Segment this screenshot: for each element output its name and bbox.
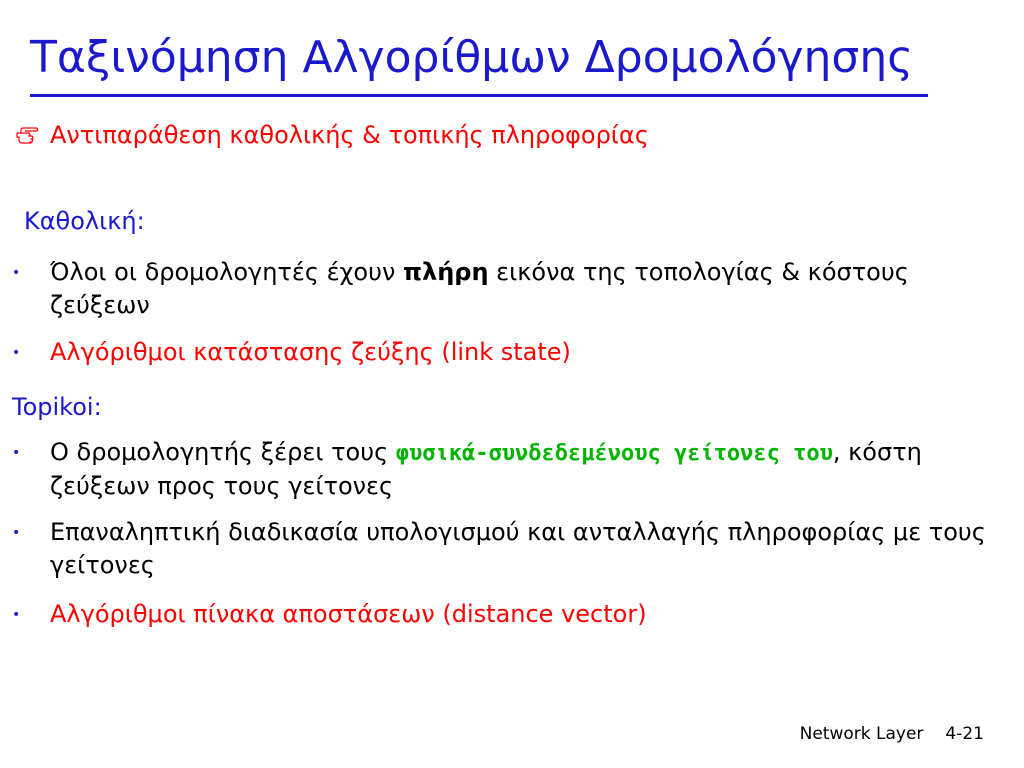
slide-title: Ταξινόμηση Αλγορίθμων Δρομολόγησης — [30, 32, 914, 83]
bullet-text: Αλγόριθμοι πίνακα αποστάσεων (distance vector) — [50, 600, 647, 628]
bold-word: πλήρη — [403, 258, 489, 286]
bullet-dot: • — [12, 345, 21, 361]
bullet-text: Αλγόριθμοι κατάστασης ζεύξης (link state) — [50, 338, 571, 366]
intro-text: Αντιπαράθεση καθολικής & τοπικής πληροφορίας — [50, 121, 649, 149]
bullet-text-part: εικόνα της τοπολογίας & κόστους ζεύξεων — [50, 258, 909, 319]
local-heading: Topikoi: — [12, 393, 102, 421]
list-item — [12, 436, 1002, 503]
bullet-text-part: Όλοι οι δρομολογητές έχουν — [50, 258, 404, 286]
title-underline — [30, 94, 928, 97]
page-number: 4-21 — [945, 724, 984, 744]
global-heading: Καθολική: — [24, 207, 145, 235]
bullet-text — [50, 256, 1002, 322]
list-item — [12, 336, 1002, 369]
bullet-text-part: , κόστη ζεύξεων προς τους γείτονες — [50, 438, 922, 500]
bullet-dot: • — [12, 445, 21, 461]
intro-row — [16, 120, 649, 150]
list-item — [12, 598, 1002, 631]
bullet-text: Επαναληπτική διαδικασία υπολογισμού και ανταλλαγής πληροφορίας με τους γείτονες — [50, 518, 986, 579]
bullet-text-part: Ο δρομολογητής ξέρει τους — [50, 438, 396, 466]
list-item — [12, 256, 1002, 322]
bullet-dot: • — [12, 265, 21, 281]
footer-label: Network Layer — [799, 724, 924, 744]
bullet-text — [50, 436, 1002, 503]
slide-footer — [800, 722, 984, 746]
bullet-dot: • — [12, 525, 21, 541]
highlight-text: φυσικά-συνδεδεμένους γείτονες του — [395, 441, 833, 466]
bullet-dot: • — [12, 607, 21, 623]
list-item — [12, 516, 1002, 582]
pointing-hand-icon — [16, 124, 38, 146]
